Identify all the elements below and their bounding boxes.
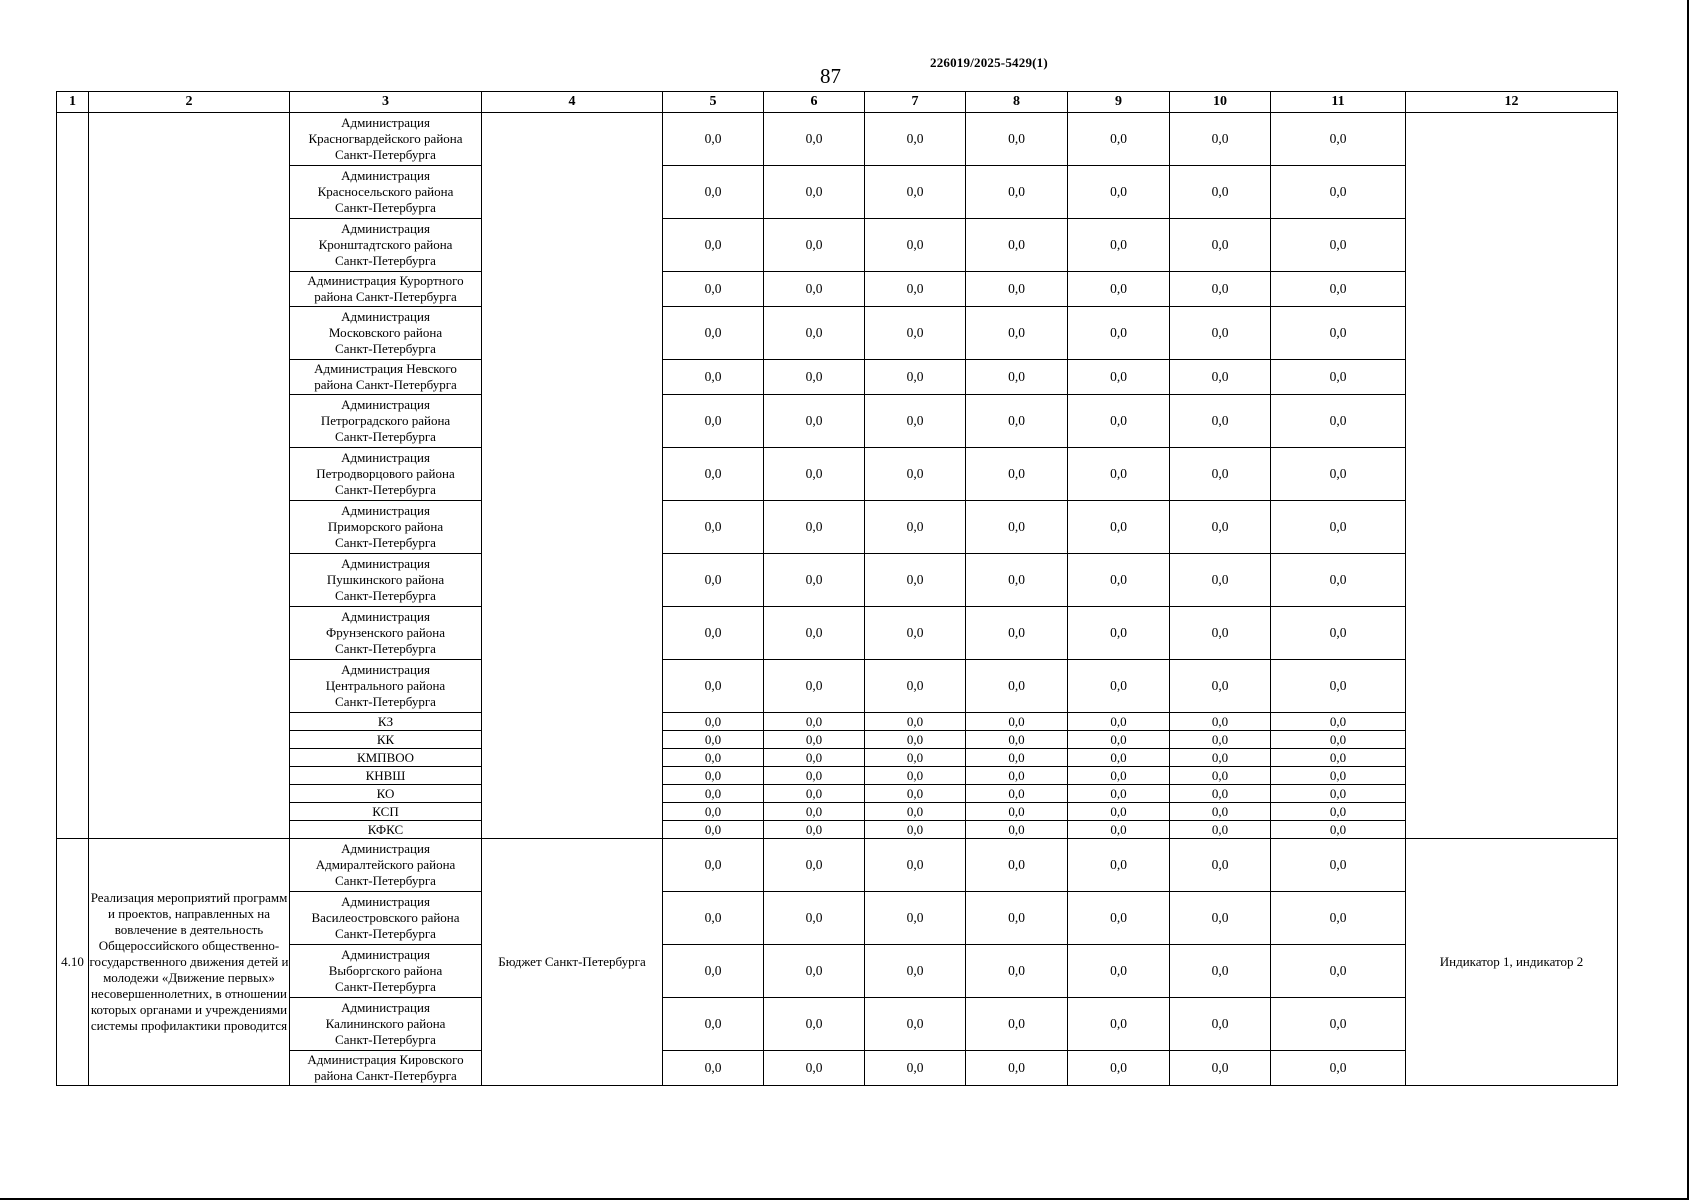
value-cell: 0,0 [764,767,865,785]
executor-name [290,554,482,607]
value-cell: 0,0 [1170,395,1271,448]
empty-indicator-cell [1406,113,1618,839]
executor-name-line: КНВШ [365,768,406,783]
value-cell: 0,0 [764,395,865,448]
value-cell: 0,0 [966,307,1068,360]
column-header: 2 [89,92,290,113]
executor-name [290,731,482,749]
table-row [57,219,1618,272]
value-cell: 0,0 [1271,731,1406,749]
value-cell: 0,0 [764,785,865,803]
value-cell: 0,0 [865,660,966,713]
value-cell: 0,0 [966,113,1068,166]
executor-name-line: района Санкт-Петербурга [314,377,457,392]
value-cell: 0,0 [764,998,865,1051]
value-cell: 0,0 [1170,785,1271,803]
value-cell: 0,0 [865,272,966,307]
value-cell: 0,0 [1271,360,1406,395]
executor-name-line: Санкт-Петербурга [335,926,436,941]
value-cell: 0,0 [1170,501,1271,554]
value-cell: 0,0 [764,945,865,998]
value-cell: 0,0 [1068,501,1170,554]
value-cell: 0,0 [663,713,764,731]
value-cell: 0,0 [966,448,1068,501]
value-cell: 0,0 [865,785,966,803]
value-cell: 0,0 [764,501,865,554]
value-cell: 0,0 [663,554,764,607]
budget-table [56,91,1618,1086]
executor-name-line: Администрация [341,115,430,130]
executor-name-line: Администрация [341,450,430,465]
executor-name [290,749,482,767]
executor-name-line: Администрация [341,397,430,412]
column-header: 9 [1068,92,1170,113]
table-row [57,501,1618,554]
executor-name [290,998,482,1051]
value-cell: 0,0 [1271,803,1406,821]
value-cell: 0,0 [966,945,1068,998]
executor-name-line: Калининского района [325,1016,446,1031]
value-cell: 0,0 [1271,166,1406,219]
value-cell: 0,0 [865,998,966,1051]
value-cell: 0,0 [966,219,1068,272]
value-cell: 0,0 [865,892,966,945]
column-number-row [57,92,1618,113]
value-cell: 0,0 [663,660,764,713]
value-cell: 0,0 [865,448,966,501]
value-cell: 0,0 [966,554,1068,607]
value-cell: 0,0 [663,945,764,998]
column-header: 11 [1271,92,1406,113]
column-header: 4 [482,92,663,113]
value-cell: 0,0 [966,785,1068,803]
value-cell: 0,0 [663,307,764,360]
executor-name-line: Администрация Невского [314,361,457,376]
value-cell: 0,0 [663,219,764,272]
executor-name-line: Петродворцового района [316,466,455,481]
table-row [57,749,1618,767]
empty-source-cell [482,113,663,839]
table-row [57,713,1618,731]
value-cell: 0,0 [1170,219,1271,272]
executor-name-line: Администрация [341,221,430,236]
table-row [57,998,1618,1051]
value-cell: 0,0 [865,803,966,821]
value-cell: 0,0 [1271,554,1406,607]
executor-name-line: Петроградского района [320,413,451,428]
value-cell: 0,0 [764,113,865,166]
executor-name-line: Пушкинского района [326,572,445,587]
column-header: 7 [865,92,966,113]
value-cell: 0,0 [1271,307,1406,360]
executor-name-line: Администрация [341,1000,430,1015]
value-cell: 0,0 [1170,448,1271,501]
value-cell: 0,0 [1271,219,1406,272]
executor-name-line: Приморского района [327,519,444,534]
value-cell: 0,0 [1068,272,1170,307]
executor-name [290,307,482,360]
value-cell: 0,0 [1271,660,1406,713]
value-cell: 0,0 [1170,731,1271,749]
value-cell: 0,0 [1170,749,1271,767]
executor-name [290,501,482,554]
column-header: 5 [663,92,764,113]
column-header: 12 [1406,92,1618,113]
executor-name-line: Адмиралтейского района [315,857,456,872]
value-cell: 0,0 [865,749,966,767]
table-row [57,448,1618,501]
value-cell: 0,0 [966,767,1068,785]
value-cell: 0,0 [1068,554,1170,607]
table-row [57,113,1618,166]
value-cell: 0,0 [966,892,1068,945]
value-cell: 0,0 [663,113,764,166]
value-cell: 0,0 [966,395,1068,448]
executor-name-line: КФКС [367,822,404,837]
column-header: 1 [57,92,89,113]
value-cell: 0,0 [1271,785,1406,803]
executor-name [290,113,482,166]
value-cell: 0,0 [865,821,966,839]
value-cell: 0,0 [1170,821,1271,839]
value-cell: 0,0 [1068,731,1170,749]
executor-name-line: Администрация [341,309,430,324]
value-cell: 0,0 [663,767,764,785]
value-cell: 0,0 [865,1051,966,1086]
table-row [57,166,1618,219]
value-cell: 0,0 [764,892,865,945]
executor-name-line: Администрация [341,556,430,571]
value-cell: 0,0 [1271,448,1406,501]
value-cell: 0,0 [1068,166,1170,219]
executor-name [290,607,482,660]
value-cell: 0,0 [966,749,1068,767]
table-row [57,821,1618,839]
column-header: 6 [764,92,865,113]
value-cell: 0,0 [1271,892,1406,945]
value-cell: 0,0 [865,554,966,607]
column-header: 8 [966,92,1068,113]
value-cell: 0,0 [865,501,966,554]
value-cell: 0,0 [865,767,966,785]
executor-name [290,839,482,892]
indicator-text: Индикатор 1, индикатор 2 [1406,839,1618,1086]
value-cell: 0,0 [865,113,966,166]
value-cell: 0,0 [764,166,865,219]
document-code: 226019/2025-5429(1) [930,55,1048,70]
executor-name-line: Администрация Кировского [307,1052,464,1067]
executor-name-line: Санкт-Петербурга [335,147,436,162]
executor-name-line: района Санкт-Петербурга [314,289,457,304]
value-cell: 0,0 [764,821,865,839]
value-cell: 0,0 [1068,803,1170,821]
value-cell: 0,0 [1170,767,1271,785]
value-cell: 0,0 [663,821,764,839]
executor-name [290,395,482,448]
value-cell: 0,0 [663,607,764,660]
value-cell: 0,0 [1170,660,1271,713]
table-row [57,892,1618,945]
executor-name-line: Санкт-Петербурга [335,1032,436,1047]
table-row [57,360,1618,395]
value-cell: 0,0 [1068,713,1170,731]
value-cell: 0,0 [1271,945,1406,998]
value-cell: 0,0 [1068,219,1170,272]
empty-description-cell [89,113,290,839]
value-cell: 0,0 [1271,1051,1406,1086]
value-cell: 0,0 [1170,360,1271,395]
table-row [57,272,1618,307]
value-cell: 0,0 [1068,785,1170,803]
value-cell: 0,0 [1271,395,1406,448]
value-cell: 0,0 [865,307,966,360]
value-cell: 0,0 [764,360,865,395]
value-cell: 0,0 [966,660,1068,713]
executor-name [290,448,482,501]
value-cell: 0,0 [764,803,865,821]
table-row [57,767,1618,785]
executor-name-line: КК [376,732,395,747]
executor-name-line: Санкт-Петербурга [335,694,436,709]
value-cell: 0,0 [1170,839,1271,892]
executor-name [290,272,482,307]
executor-name-line: Администрация [341,894,430,909]
executor-name-line: Администрация [341,503,430,518]
empty-number-cell [57,113,89,839]
executor-name [290,945,482,998]
executor-name [290,803,482,821]
table-row [57,554,1618,607]
value-cell: 0,0 [865,219,966,272]
value-cell: 0,0 [764,272,865,307]
value-cell: 0,0 [764,731,865,749]
value-cell: 0,0 [865,731,966,749]
table-row [57,785,1618,803]
table-row [57,307,1618,360]
value-cell: 0,0 [1170,945,1271,998]
value-cell: 0,0 [1068,607,1170,660]
value-cell: 0,0 [764,554,865,607]
value-cell: 0,0 [764,448,865,501]
executor-name-line: КСП [372,804,399,819]
value-cell: 0,0 [663,1051,764,1086]
value-cell: 0,0 [1271,767,1406,785]
executor-name-line: Выборгского района [328,963,443,978]
executor-name-line: Санкт-Петербурга [335,200,436,215]
executor-name-line: Санкт-Петербурга [335,429,436,444]
value-cell: 0,0 [966,998,1068,1051]
column-header: 10 [1170,92,1271,113]
value-cell: 0,0 [1271,607,1406,660]
value-cell: 0,0 [663,360,764,395]
executor-name-line: Санкт-Петербурга [335,253,436,268]
value-cell: 0,0 [1068,892,1170,945]
value-cell: 0,0 [1068,998,1170,1051]
executor-name-line: Санкт-Петербурга [335,535,436,550]
value-cell: 0,0 [1271,713,1406,731]
value-cell: 0,0 [764,749,865,767]
executor-name [290,166,482,219]
value-cell: 0,0 [865,607,966,660]
table-row [57,731,1618,749]
value-cell: 0,0 [966,166,1068,219]
value-cell: 0,0 [663,998,764,1051]
value-cell: 0,0 [764,219,865,272]
value-cell: 0,0 [663,839,764,892]
value-cell: 0,0 [764,839,865,892]
executor-name [290,360,482,395]
value-cell: 0,0 [865,713,966,731]
table-row [57,660,1618,713]
value-cell: 0,0 [663,785,764,803]
executor-name-line: Администрация [341,947,430,962]
table-row [57,395,1618,448]
item-description: Реализация мероприятий программ и проектов, направленных на вовлечение в деятельность Общероссийского общественно-государственного движения детей и молодежи «Движение первых» несовершеннолетних, в отношении которых органами и учреждениями системы профилактики проводится [89,839,290,1086]
value-cell: 0,0 [1068,945,1170,998]
value-cell: 0,0 [966,360,1068,395]
executor-name-line: Санкт-Петербурга [335,341,436,356]
value-cell: 0,0 [764,713,865,731]
value-cell: 0,0 [1271,998,1406,1051]
value-cell: 0,0 [865,839,966,892]
executor-name [290,892,482,945]
executor-name [290,219,482,272]
executor-name-line: Администрация [341,168,430,183]
executor-name [290,767,482,785]
value-cell: 0,0 [1170,272,1271,307]
value-cell: 0,0 [1068,1051,1170,1086]
value-cell: 0,0 [663,395,764,448]
item-number: 4.10 [57,839,89,1086]
column-header: 3 [290,92,482,113]
table-row [57,1051,1618,1086]
value-cell: 0,0 [1170,607,1271,660]
value-cell: 0,0 [764,1051,865,1086]
executor-name [290,785,482,803]
value-cell: 0,0 [663,731,764,749]
executor-name-line: Санкт-Петербурга [335,588,436,603]
executor-name-line: Администрация [341,609,430,624]
executor-name-line: Санкт-Петербурга [335,641,436,656]
page-number: 87 [820,64,841,88]
value-cell: 0,0 [1068,839,1170,892]
executor-name-line: КМПВОО [356,750,415,765]
value-cell: 0,0 [764,607,865,660]
value-cell: 0,0 [966,731,1068,749]
executor-name-line: Санкт-Петербурга [335,873,436,888]
executor-name [290,1051,482,1086]
executor-name-line: Администрация [341,662,430,677]
value-cell: 0,0 [663,803,764,821]
value-cell: 0,0 [966,803,1068,821]
funding-source: Бюджет Санкт-Петербурга [482,839,663,1086]
executor-name-line: Василеостровского района [311,910,460,925]
executor-name-line: Фрунзенского района [325,625,446,640]
table-row [57,945,1618,998]
executor-name-line: Кронштадтского района [318,237,453,252]
value-cell: 0,0 [1068,660,1170,713]
executor-name [290,660,482,713]
value-cell: 0,0 [1068,307,1170,360]
executor-name-line: Красногвардейского района [308,131,463,146]
executor-name-line: Санкт-Петербурга [335,979,436,994]
value-cell: 0,0 [1068,448,1170,501]
value-cell: 0,0 [1068,749,1170,767]
value-cell: 0,0 [663,501,764,554]
value-cell: 0,0 [865,945,966,998]
value-cell: 0,0 [1271,839,1406,892]
value-cell: 0,0 [1170,998,1271,1051]
value-cell: 0,0 [1271,113,1406,166]
value-cell: 0,0 [663,448,764,501]
value-cell: 0,0 [865,166,966,219]
executor-name-line: Московского района [328,325,443,340]
value-cell: 0,0 [966,821,1068,839]
value-cell: 0,0 [1068,395,1170,448]
value-cell: 0,0 [1170,166,1271,219]
value-cell: 0,0 [1170,307,1271,360]
executor-name-line: района Санкт-Петербурга [314,1068,457,1083]
value-cell: 0,0 [966,501,1068,554]
value-cell: 0,0 [1068,113,1170,166]
value-cell: 0,0 [1170,1051,1271,1086]
table-row [57,803,1618,821]
table-body [57,113,1618,1086]
executor-name-line: Красносельского района [317,184,454,199]
executor-name-line: Санкт-Петербурга [335,482,436,497]
value-cell: 0,0 [1271,821,1406,839]
executor-name [290,713,482,731]
executor-name-line: Администрация Курортного [307,273,464,288]
executor-name-line: КЗ [377,714,394,729]
executor-name-line: Администрация [341,841,430,856]
value-cell: 0,0 [865,360,966,395]
value-cell: 0,0 [1170,892,1271,945]
executor-name-line: Центрального района [325,678,446,693]
value-cell: 0,0 [1271,749,1406,767]
value-cell: 0,0 [966,607,1068,660]
value-cell: 0,0 [1271,272,1406,307]
value-cell: 0,0 [764,660,865,713]
value-cell: 0,0 [764,307,865,360]
value-cell: 0,0 [1170,554,1271,607]
value-cell: 0,0 [663,749,764,767]
value-cell: 0,0 [1170,803,1271,821]
executor-name-line: КО [376,786,395,801]
value-cell: 0,0 [966,1051,1068,1086]
table-row [57,607,1618,660]
value-cell: 0,0 [966,272,1068,307]
value-cell: 0,0 [1170,713,1271,731]
value-cell: 0,0 [1068,821,1170,839]
value-cell: 0,0 [663,166,764,219]
value-cell: 0,0 [1068,360,1170,395]
value-cell: 0,0 [1271,501,1406,554]
value-cell: 0,0 [1170,113,1271,166]
value-cell: 0,0 [865,395,966,448]
value-cell: 0,0 [663,272,764,307]
value-cell: 0,0 [966,713,1068,731]
table-row [57,839,1618,892]
value-cell: 0,0 [1068,767,1170,785]
value-cell: 0,0 [966,839,1068,892]
executor-name [290,821,482,839]
value-cell: 0,0 [663,892,764,945]
